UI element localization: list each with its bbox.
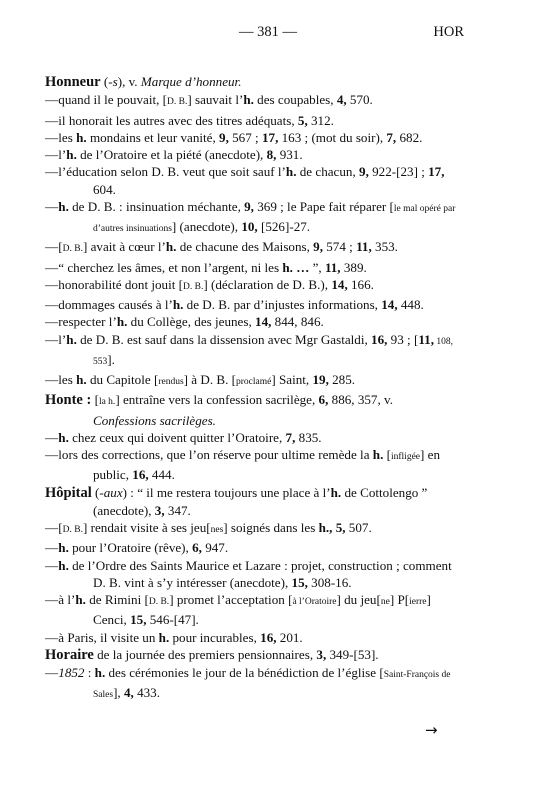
entry-text: “ cherchez les âmes, et non l’argent, ni les: [58, 259, 283, 275]
entry-text: 347.: [164, 502, 191, 518]
bold-ref: h.: [66, 147, 77, 162]
bold-ref: 15,: [130, 612, 147, 628]
entry-text: de D. B. : insinuation méchante,: [68, 198, 245, 214]
headword: Hôpital: [45, 484, 92, 501]
entry-text: pour incurables,: [169, 629, 261, 645]
entry-text: [: [91, 392, 99, 408]
entry-text: de l’Oratoire et la piété (anecdote),: [76, 147, 267, 162]
entry-text: 389.: [340, 259, 367, 275]
bold-ref: h.: [58, 540, 69, 556]
editorial-insert: D. B.: [62, 244, 83, 255]
index-subentry: [45, 198, 458, 239]
bold-ref: 9,: [359, 164, 369, 180]
bold-ref: 16,: [132, 467, 149, 483]
entry-text: 570.: [346, 92, 373, 108]
entry-text: de D. B. par d’injustes informations,: [183, 297, 382, 312]
bold-ref: h.: [372, 447, 384, 462]
entry-text: il honorait les autres avec des titres adéquats,: [58, 112, 298, 128]
entry-text: ] (déclaration de D. B.),: [203, 276, 332, 292]
italic-text: Confessions sacrilèges.: [93, 412, 216, 428]
bold-ref: h.: [165, 239, 177, 255]
entry-text: ] soignés dans les: [223, 520, 319, 535]
subentry-dash: —: [45, 540, 59, 556]
entry-text: de Rimini [: [85, 592, 149, 607]
editorial-insert: Saint-François de Sales: [93, 670, 451, 701]
subentry-dash: —: [45, 372, 59, 387]
entry-text: de D. B. est sauf dans la dissension avec Mgr Gastaldi,: [76, 331, 372, 347]
bold-ref: 14,: [381, 297, 398, 312]
entry-text: ].: [107, 351, 115, 367]
index-subentry: [45, 629, 458, 646]
bold-ref: 6,: [318, 392, 329, 408]
index-subentry: [45, 591, 458, 629]
index-subentry: [45, 276, 458, 296]
bold-ref: 4,: [123, 685, 134, 701]
editorial-insert: la h.: [98, 397, 116, 408]
entry-text: du Capitole [: [86, 372, 159, 387]
index-subentry: [45, 112, 458, 129]
bold-ref: 3,: [154, 502, 165, 518]
entry-text: (: [100, 74, 109, 89]
italic-text: 1852: [58, 665, 85, 680]
entry-text: 604.: [93, 181, 116, 197]
continue-arrow-icon: →: [425, 721, 438, 739]
entry-text: des coupables,: [253, 92, 337, 108]
entry-text: 682.: [396, 129, 423, 145]
entry-text: 369 ; le Pape fait réparer [: [253, 198, 394, 214]
subentry-dash: —: [45, 314, 59, 330]
editorial-insert: à l’Oratoire: [292, 597, 337, 607]
subentry-dash: —: [45, 592, 59, 607]
subentry-dash: —: [45, 164, 59, 180]
entry-text: 166.: [347, 276, 374, 292]
entry-text: 93 ; [: [387, 331, 419, 347]
bold-ref: 11,: [324, 259, 341, 275]
entry-text: ] avait à cœur l’: [82, 239, 166, 255]
entry-text: 947.: [201, 540, 229, 556]
bold-ref: 16,: [260, 629, 277, 645]
entry-text: [: [58, 239, 63, 255]
entry-text: ],: [113, 685, 124, 701]
editorial-insert: le mal opéré par d’autres insinuations: [93, 203, 456, 234]
subentry-dash: —: [45, 520, 59, 535]
running-header: [0, 24, 536, 44]
bold-ref: h.: [285, 164, 297, 180]
entry-text: 201.: [276, 629, 303, 645]
entry-text: à l’: [58, 592, 76, 607]
headword: Horaire: [45, 646, 94, 663]
subentry-dash: —: [45, 429, 59, 445]
entry-text: ] rendait visite à ses jeu[: [82, 520, 211, 535]
entry-text: de l’Ordre des Saints Maurice et Lazare : projet, construction ; comment D. B. vint à s’y intéresser (anecdote),: [68, 557, 452, 590]
entry-text: [: [58, 520, 63, 535]
bold-ref: 7,: [386, 129, 397, 145]
index-subentry: [45, 238, 458, 258]
italic-text: -aux: [99, 484, 123, 500]
bold-ref: 11,: [418, 331, 434, 347]
subentry-dash: —: [45, 92, 59, 108]
bold-ref: 5,: [335, 520, 346, 535]
editorial-insert: D. B.: [183, 281, 204, 292]
entry-text: respecter l’: [58, 314, 117, 330]
entry-text: 931.: [276, 147, 303, 162]
bold-ref: 5,: [297, 112, 308, 128]
subentry-dash: —: [45, 239, 59, 255]
subentry-dash: —: [45, 147, 59, 162]
entry-text: à Paris, il visite un: [58, 629, 159, 645]
editorial-insert: nes: [210, 525, 224, 535]
index-subentry: [45, 91, 458, 111]
entry-text: ] promet l’acceptation [: [169, 592, 293, 607]
bold-ref: 8,: [266, 147, 277, 162]
entry-text: mondains et leur vanité,: [86, 129, 220, 145]
bold-ref: h.: [58, 557, 69, 573]
headword: Honneur: [45, 74, 101, 90]
bold-ref: h. …: [282, 259, 310, 275]
bold-ref: 9,: [244, 198, 254, 214]
entry-text: ] P[: [389, 592, 410, 607]
entry-text: de chacune des Maisons,: [176, 239, 314, 255]
bold-ref: 17,: [261, 129, 279, 145]
entry-text: 312.: [307, 112, 334, 128]
entry-text: honorabilité dont jouit [: [58, 276, 184, 292]
entry-text: de la journée des premiers pensionnaires,: [93, 646, 317, 662]
entry-text: :: [84, 665, 95, 680]
entry-text: ] sauvait l’: [187, 92, 244, 108]
entry-text: 448.: [397, 297, 424, 312]
editorial-insert: D. B.: [167, 97, 188, 108]
page-number: — 381 —: [239, 24, 297, 40]
bold-ref: h.: [58, 429, 69, 445]
entry-text: 444.: [148, 467, 175, 483]
bold-ref: 3,: [316, 646, 327, 662]
bold-ref: h.: [116, 314, 128, 330]
bold-ref: 14,: [255, 314, 272, 330]
entry-text: dommages causés à l’: [58, 297, 173, 312]
entry-text: ] entraîne vers la confession sacrilège,: [115, 392, 319, 408]
bold-ref: 6,: [192, 540, 202, 556]
entry-text: 546-[47].: [146, 612, 199, 628]
entry-text: l’: [58, 147, 67, 162]
entry-text: ] (anecdote),: [171, 219, 242, 234]
subentry-dash: —: [45, 112, 59, 128]
entry-text: [526]-27.: [257, 219, 311, 234]
index-subentry: [45, 446, 458, 484]
entry-text: 163 ; (mot du soir),: [278, 129, 387, 145]
entry-text: chez ceux qui doivent quitter l’Oratoire,: [68, 429, 286, 445]
subentry-dash: —: [45, 259, 59, 275]
entry-text: de chacun,: [296, 164, 360, 180]
editorial-insert: rendus: [158, 377, 184, 387]
entry-text: 353.: [371, 239, 398, 255]
entry-text: les: [58, 129, 77, 145]
index-subentry: [45, 519, 458, 539]
bold-ref: 14,: [331, 276, 348, 292]
index-body: [45, 73, 458, 705]
entry-text: 844, 846.: [271, 314, 324, 330]
entry-text: les: [58, 372, 77, 387]
italic-text: -s: [108, 74, 118, 89]
index-headword-entry: [45, 391, 458, 429]
index-subentry: [45, 163, 458, 198]
entry-text: 285.: [328, 372, 356, 387]
bold-ref: h.,: [318, 520, 333, 535]
bold-ref: h.: [330, 484, 342, 500]
entry-text: ] en public,: [93, 447, 440, 483]
entry-text: 835.: [295, 429, 322, 445]
index-subentry: [45, 539, 458, 556]
entry-text: 349-[53].: [326, 646, 379, 662]
bold-ref: 15,: [291, 574, 308, 590]
entry-text: 886, 357, v.: [328, 392, 393, 408]
index-headword-entry: [45, 484, 458, 520]
bold-ref: 4,: [336, 92, 347, 108]
bold-ref: 17,: [428, 164, 445, 180]
subentry-dash: —: [45, 557, 59, 573]
entry-text: ] Cenci,: [93, 592, 431, 628]
bold-ref: h.: [76, 129, 87, 145]
entry-text: ”,: [309, 259, 325, 275]
entry-text: du Collège, des jeunes,: [127, 314, 256, 330]
bold-ref: 9,: [219, 129, 229, 145]
bold-ref: 7,: [285, 429, 296, 445]
entry-text: des cérémonies le jour de la bénédiction de l’église [: [105, 665, 384, 680]
entry-text: quand il le pouvait, [: [58, 92, 168, 108]
subentry-dash: —: [45, 665, 59, 680]
bold-ref: h.: [58, 198, 69, 214]
entry-text: 574 ;: [322, 239, 357, 255]
italic-text: Marque d’honneur.: [140, 74, 242, 89]
editorial-insert: proclamé: [236, 377, 272, 387]
editorial-insert: 108, 553: [93, 336, 453, 367]
subentry-dash: —: [45, 276, 59, 292]
editorial-insert: D. B.: [62, 525, 83, 535]
bold-ref: 11,: [356, 239, 372, 255]
entry-text: 308-16.: [307, 574, 352, 590]
editorial-insert: ierre: [409, 597, 427, 607]
entry-text: lors des corrections, que l’on réserve pour ultime remède la: [58, 447, 373, 462]
bold-ref: h.: [172, 297, 184, 312]
bold-ref: h.: [94, 665, 106, 680]
entry-text: pour l’Oratoire (rêve),: [68, 540, 193, 556]
index-subentry: [45, 313, 458, 330]
subentry-dash: —: [45, 297, 59, 312]
subentry-dash: —: [45, 629, 59, 645]
index-subentry: [45, 371, 458, 391]
index-subentry: [45, 664, 458, 705]
index-subentry: [45, 259, 458, 276]
index-subentry: [45, 129, 458, 146]
entry-text: ] Saint,: [271, 372, 313, 387]
editorial-insert: ne: [380, 597, 390, 607]
editorial-insert: infligée: [390, 452, 420, 462]
index-subentry: [45, 331, 458, 372]
entry-text: ] du jeu[: [336, 592, 381, 607]
entry-text: de Cottolengo ” (anecdote),: [93, 484, 428, 518]
bold-ref: 9,: [313, 239, 323, 255]
index-subentry: [45, 146, 458, 163]
index-subentry: [45, 296, 458, 313]
editorial-insert: D. B.: [148, 597, 170, 607]
headword: Honte :: [45, 392, 92, 409]
entry-text: ), v.: [117, 74, 141, 89]
entry-text: ] à D. B. [: [183, 372, 237, 387]
section-letters: HOR: [433, 24, 464, 40]
bold-ref: h.: [66, 331, 77, 347]
index-subentry: [45, 429, 458, 446]
bold-ref: h.: [243, 92, 254, 108]
subentry-dash: —: [45, 198, 59, 214]
entry-text: [: [383, 447, 391, 462]
entry-text: l’: [58, 331, 67, 347]
entry-text: 507.: [345, 520, 372, 535]
entry-text: ) : “ il me restera toujours une place à l’: [122, 484, 331, 500]
subentry-dash: —: [45, 331, 59, 347]
entry-text: 922-[23] ;: [368, 164, 429, 180]
subentry-dash: —: [45, 129, 59, 145]
bold-ref: h.: [158, 629, 170, 645]
bold-ref: 19,: [312, 372, 329, 387]
bold-ref: h.: [76, 372, 87, 387]
entry-text: 433.: [133, 685, 160, 701]
entry-text: l’éducation selon D. B. veut que soit sauf l’: [58, 164, 286, 180]
bold-ref: 16,: [371, 331, 388, 347]
index-headword-entry: [45, 646, 458, 664]
bold-ref: 10,: [241, 219, 258, 234]
entry-text: (: [91, 484, 100, 500]
subentry-dash: —: [45, 447, 59, 462]
bold-ref: h.: [75, 592, 86, 607]
index-subentry: [45, 557, 458, 592]
entry-text: 567 ;: [228, 129, 262, 145]
index-headword-entry: [45, 73, 458, 91]
